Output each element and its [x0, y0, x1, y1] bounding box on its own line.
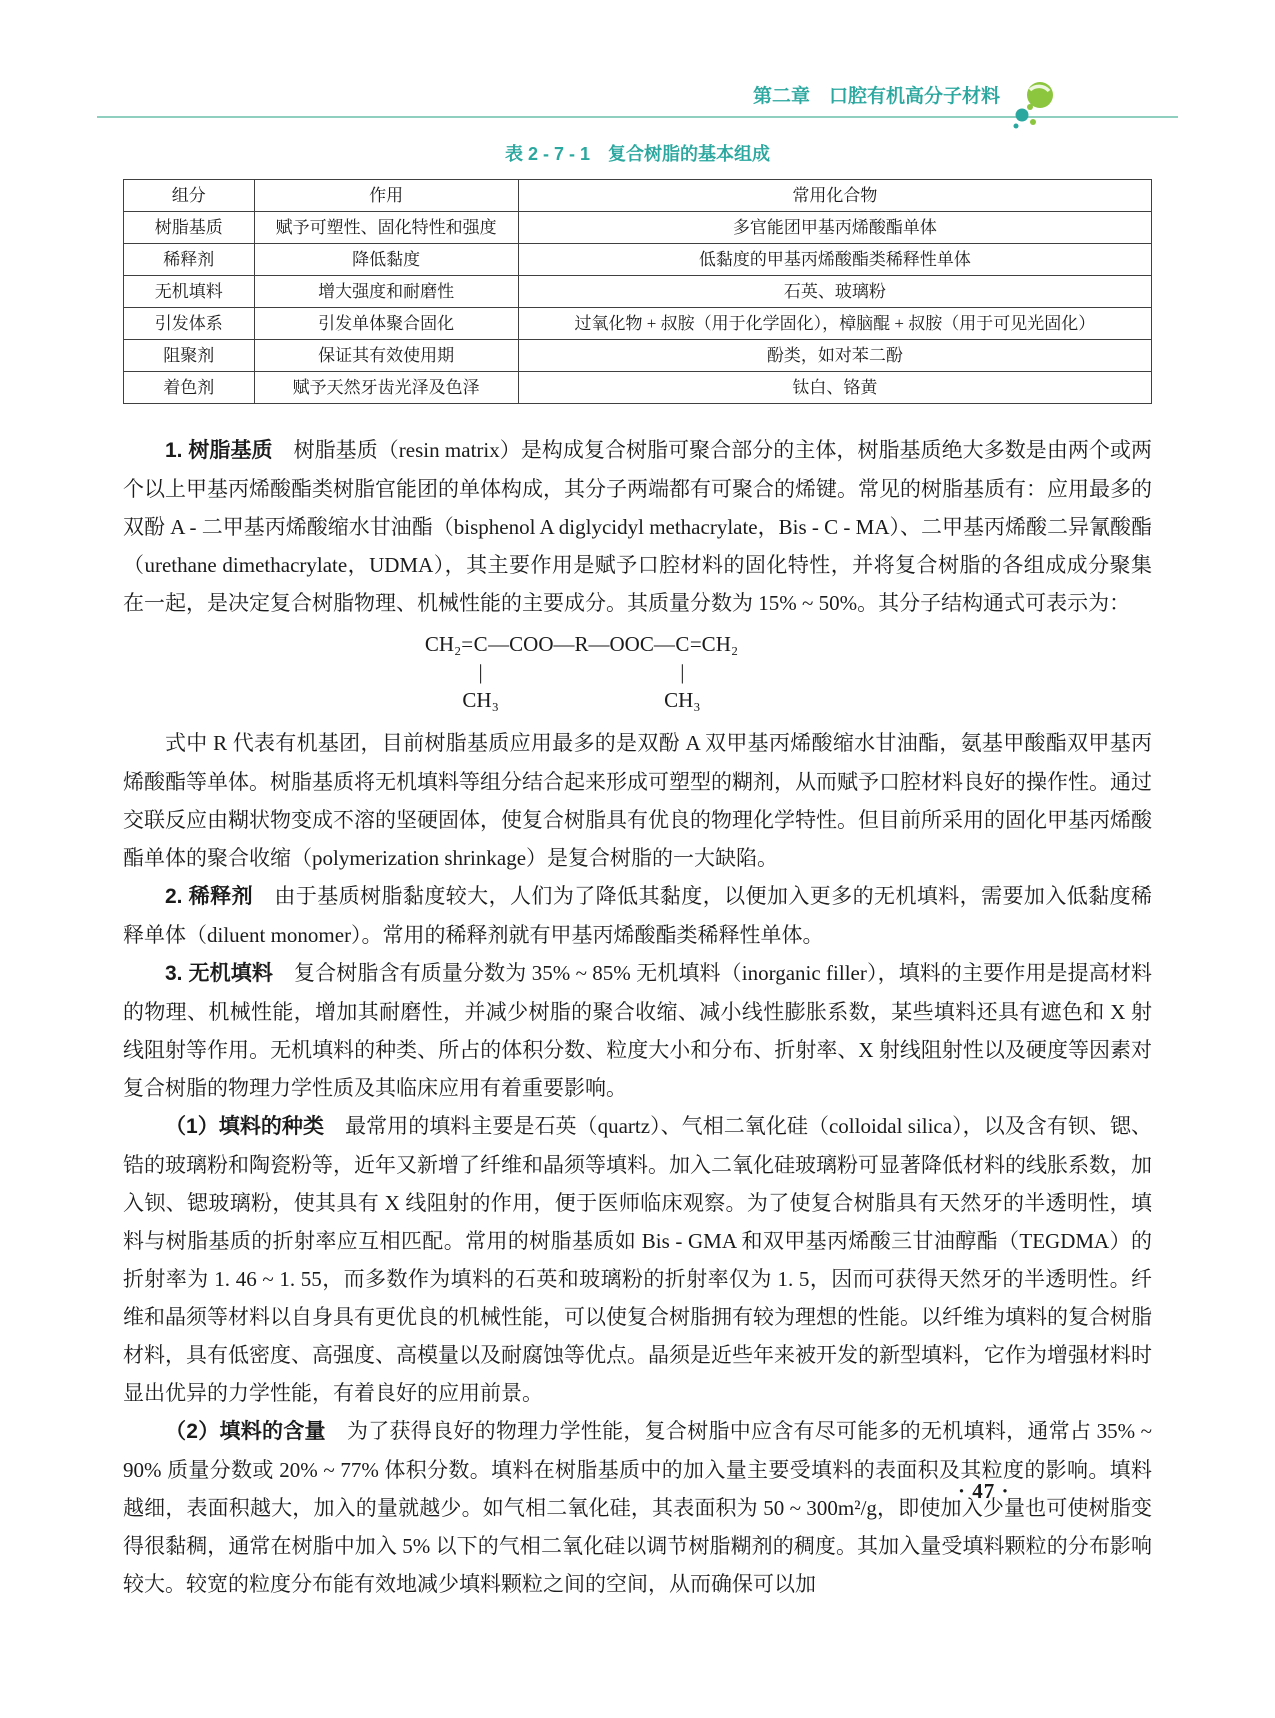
table-caption: 表 2 - 7 - 1 复合树脂的基本组成 — [504, 144, 771, 164]
cell-component: 引发体系 — [124, 308, 255, 340]
cell-component: 稀释剂 — [124, 244, 255, 276]
formula-methyl-group: CH₃ — [664, 688, 701, 712]
cell-function: 增大强度和耐磨性 — [254, 276, 518, 308]
body-text — [123, 431, 1152, 1603]
paragraph-formula-explanation — [123, 724, 1152, 877]
chemical-formula — [123, 630, 1040, 714]
formula-carbon: C — [473, 632, 488, 656]
formula-segment: —COO—R—OOC— — [488, 632, 675, 656]
cell-component: 树脂基质 — [124, 212, 255, 244]
paragraph-lead: （2）填料的含量 — [165, 1420, 326, 1443]
paragraph-resin-matrix — [123, 431, 1152, 622]
paragraph-inorganic-filler — [123, 954, 1152, 1107]
paragraph-lead: （1）填料的种类 — [165, 1115, 325, 1138]
cell-compounds: 酚类，如对苯二酚 — [518, 340, 1151, 372]
page-header — [97, 78, 1178, 118]
cell-function: 赋予天然牙齿光泽及色泽 — [254, 372, 518, 404]
page-number: · 47 · — [958, 1479, 1010, 1503]
cell-function: 降低黏度 — [254, 244, 518, 276]
formula-column — [425, 630, 473, 658]
header-content — [97, 78, 1178, 116]
cell-component: 无机填料 — [124, 276, 255, 308]
page-content — [123, 140, 1152, 1603]
paragraph-text: 树脂基质（resin matrix）是构成复合树脂可聚合部分的主体，树脂基质绝大多数是由两个或两个以上甲基丙烯酸酯类树脂官能团的单体构成，其分子两端都有可聚合的烯键。常见的树脂基质有：应用最多的双酚 A - 二甲基丙烯酸缩水甘油酯（bisphenol A diglycidyl methacrylate，Bis - C - MA）、二甲基丙烯酸二异氰酸酯（urethane dimethacrylate，UDMA），其主要作用是赋予口腔材料的固化特性，并将复合树脂的各组成成分聚集在一起，是决定复合树脂物理、机械性能的主要成分。其质量分数为 15% ~ 50%。其分子结构通式可表示为： — [123, 438, 1152, 615]
paragraph-filler-content — [123, 1412, 1152, 1603]
table-row — [124, 244, 1152, 276]
formula-segment: CH₂= — [424, 632, 474, 656]
table-row — [124, 212, 1152, 244]
publisher-logo-icon — [1006, 80, 1060, 116]
table-row — [124, 340, 1152, 372]
formula-bond: | — [680, 660, 685, 684]
cell-compounds: 石英、玻璃粉 — [518, 276, 1151, 308]
column-header-compounds: 常用化合物 — [518, 180, 1151, 212]
paragraph-lead: 2. 稀释剂 — [165, 885, 254, 908]
table-header-row — [124, 180, 1152, 212]
cell-compounds: 多官能团甲基丙烯酸酯单体 — [518, 212, 1151, 244]
paragraph-filler-types — [123, 1107, 1152, 1412]
table-row — [124, 308, 1152, 340]
cell-component: 阻聚剂 — [124, 340, 255, 372]
composition-table — [123, 179, 1152, 404]
table-row — [124, 372, 1152, 404]
formula-column — [664, 630, 701, 714]
formula-methyl-group: CH₃ — [462, 688, 499, 712]
paragraph-text: 复合树脂含有质量分数为 35% ~ 85% 无机填料（inorganic filler），填料的主要作用是提高材料的物理、机械性能，增加其耐磨性，并减少树脂的聚合收缩、减小线性膨胀系数，某些填料还具有遮色和 X 射线阻射等作用。无机填料的种类、所占的体积分数、粒度大小和分布、折射率、X 射线阻射性以及硬度等因素对复合树脂的物理力学性质及其临床应用有着重要影响。 — [123, 961, 1152, 1100]
paragraph-text: 最常用的填料主要是石英（quartz）、气相二氧化硅（colloidal silica），以及含有钡、锶、锆的玻璃粉和陶瓷粉等，近年又新增了纤维和晶须等填料。加入二氧化硅玻璃粉可显著降低材料的线胀系数，加入钡、锶玻璃粉，使其具有 X 线阻射的作用，便于医师临床观察。为了使复合树脂具有天然牙的半透明性，填料与树脂基质的折射率应互相匹配。常用的树脂基质如 Bis - GMA 和双甲基丙烯酸三甘油醇酯（TEGDMA）的折射率为 1. 46 ~ 1. 55，而多数作为填料的石英和玻璃粉的折射率仅为 1. 5，因而可获得天然牙的半透明性。纤维和晶须等材料以自身具有更优良的机械性能，可以使复合树脂拥有较为理想的性能。以纤维为填料的复合树脂材料，具有低密度、高强度、高模量以及耐腐蚀等优点。晶须是近些年来被开发的新型填料，它作为增强材料时显出优异的力学性能，有着良好的应用前景。 — [123, 1114, 1152, 1405]
paragraph-diluent — [123, 877, 1152, 954]
cell-compounds: 过氧化物 + 叔胺（用于化学固化），樟脑醌 + 叔胺（用于可见光固化） — [518, 308, 1151, 340]
formula-segment: =CH₂ — [689, 632, 739, 656]
formula-carbon: C — [675, 632, 690, 656]
paragraph-text: 式中 R 代表有机基团，目前树脂基质应用最多的是双酚 A 双甲基丙烯酸缩水甘油酯，氨基甲酸酯双甲基丙烯酸酯等单体。树脂基质将无机填料等组分结合起来形成可塑型的糊剂，从而赋予口腔材料良好的操作性。通过交联反应由糊状物变成不溶的坚硬固体，使复合树脂具有优良的物理化学特性。但目前所采用的固化甲基丙烯酸酯单体的聚合收缩（polymerization shrinkage）是复合树脂的一大缺陷。 — [123, 731, 1152, 870]
formula-column — [690, 630, 738, 658]
column-header-function: 作用 — [254, 180, 518, 212]
paragraph-lead: 3. 无机填料 — [165, 962, 273, 985]
paragraph-text: 为了获得良好的物理力学性能，复合树脂中应含有尽可能多的无机填料，通常占 35% ~ 90% 质量分数或 20% ~ 77% 体积分数。填料在树脂基质中的加入量主要受填料的表面积及其粒度的影响。填料越细，表面积越大，加入的量就越少。如气相二氧化硅，其表面积为 50 ~ 300m²/g，即使加入少量也可使树脂变得很黏稠，通常在树脂中加入 5% 以下的气相二氧化硅以调节树脂糊剂的稠度。其加入量受填料颗粒的分布影响较大。较宽的粒度分布能有效地减少填料颗粒之间的空间，从而确保可以加 — [123, 1419, 1152, 1596]
paragraph-text: 由于基质树脂黏度较大，人们为了降低其黏度，以便加入更多的无机填料，需要加入低黏度稀释单体（diluent monomer）。常用的稀释剂就有甲基丙烯酸酯类稀释性单体。 — [123, 884, 1152, 947]
cell-component: 着色剂 — [124, 372, 255, 404]
cell-function: 赋予可塑性、固化特性和强度 — [254, 212, 518, 244]
formula-column — [488, 630, 675, 658]
cell-compounds: 钛白、铬黄 — [518, 372, 1151, 404]
chapter-title: 第二章 口腔有机高分子材料 — [752, 86, 1000, 107]
table-row — [124, 276, 1152, 308]
cell-function: 保证其有效使用期 — [254, 340, 518, 372]
cell-function: 引发单体聚合固化 — [254, 308, 518, 340]
cell-compounds: 低黏度的甲基丙烯酸酯类稀释性单体 — [518, 244, 1151, 276]
formula-column — [462, 630, 499, 714]
paragraph-lead: 1. 树脂基质 — [165, 439, 273, 462]
formula-bond: | — [478, 660, 483, 684]
column-header-component: 组分 — [124, 180, 255, 212]
